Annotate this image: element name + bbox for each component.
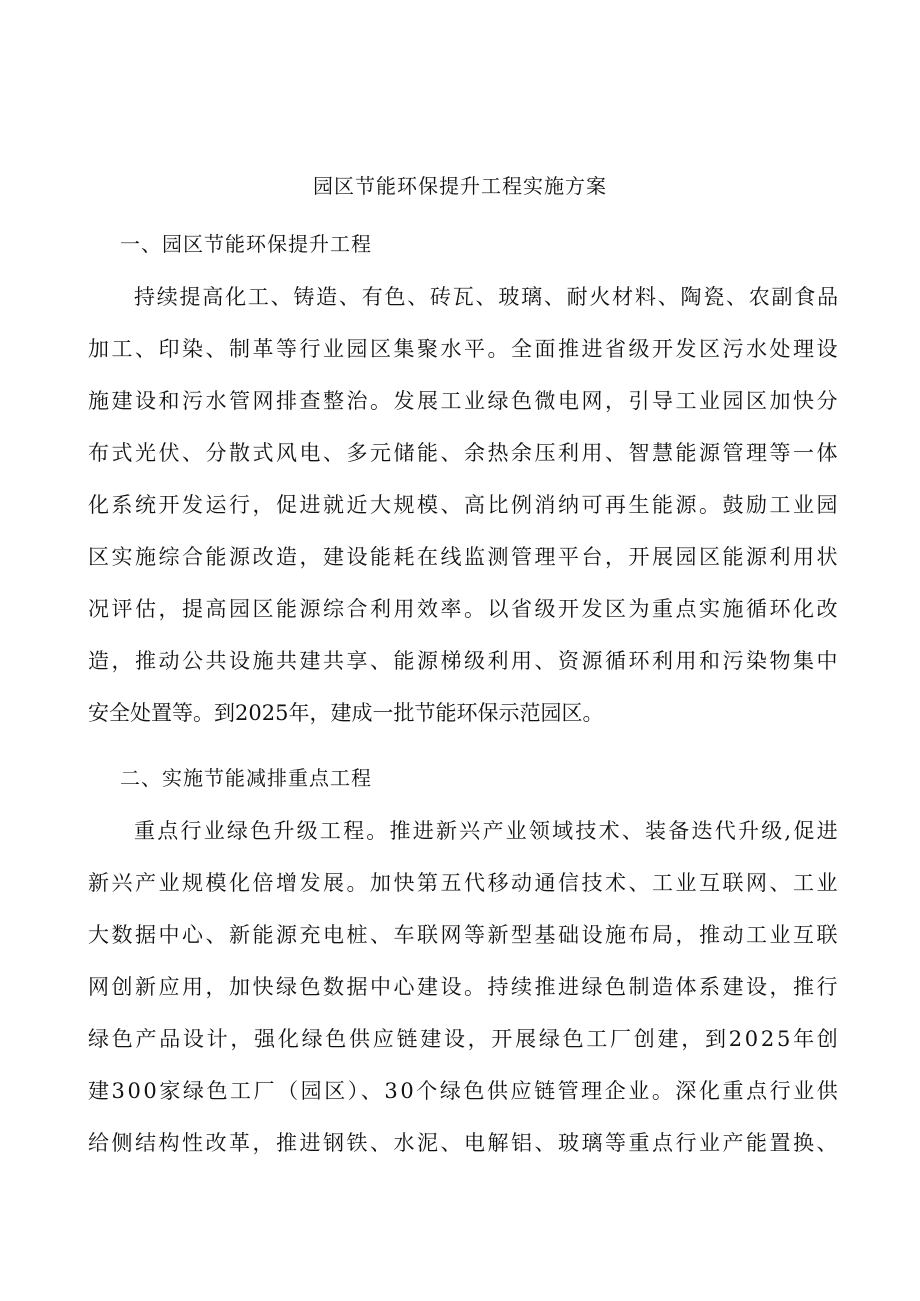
paragraph-line: 区实施综合能源改造，建设能耗在线监测管理平台，开展园区能源利用状 xyxy=(88,545,840,569)
paragraph-line: 给侧结构性改革，推进钢铁、水泥、电解铝、玻璃等重点行业产能置换、 xyxy=(88,1131,840,1155)
paragraph-line: 持续提高化工、铸造、有色、砖瓦、玻璃、耐火材料、陶瓷、农副食品 xyxy=(134,285,840,309)
paragraph-line: 大数据中心、新能源充电桩、车联网等新型基础设施布局，推动工业互联 xyxy=(88,923,840,947)
paragraph-line: 施建设和污水管网排查整治。发展工业绿色微电网，引导工业园区加快分 xyxy=(88,389,840,413)
paragraph-line: 加工、印染、制革等行业园区集聚水平。全面推进省级开发区污水处理设 xyxy=(88,337,840,361)
paragraph-line: 重点行业绿色升级工程。推进新兴产业领域技术、装备迭代升级,促进 xyxy=(134,819,840,843)
paragraph-line: 布式光伏、分散式风电、多元储能、余热余压利用、智慧能源管理等一体 xyxy=(88,441,840,465)
document-title: 园区节能环保提升工程实施方案 xyxy=(313,174,607,198)
paragraph-line: 新兴产业规模化倍增发展。加快第五代移动通信技术、工业互联网、工业 xyxy=(88,871,840,895)
paragraph-line: 绿色产品设计，强化绿色供应链建设，开展绿色工厂创建，到2025年创 xyxy=(88,1027,841,1051)
section-heading-2: 二、实施节能减排重点工程 xyxy=(120,766,372,790)
section-heading-1: 一、园区节能环保提升工程 xyxy=(120,232,372,256)
paragraph-line: 建300家绿色工厂（园区）、30个绿色供应链管理企业。深化重点行业供 xyxy=(88,1079,841,1103)
paragraph-line: 安全处置等。到2025年，建成一批节能环保示范园区。 xyxy=(88,701,604,725)
paragraph-line: 造，推动公共设施共建共享、能源梯级利用、资源循环利用和污染物集中 xyxy=(88,649,840,673)
paragraph-line: 网创新应用，加快绿色数据中心建设。持续推进绿色制造体系建设，推行 xyxy=(88,975,840,999)
paragraph-line: 化系统开发运行，促进就近大规模、高比例消纳可再生能源。鼓励工业园 xyxy=(88,493,840,517)
paragraph-line: 况评估，提高园区能源综合利用效率。以省级开发区为重点实施循环化改 xyxy=(88,597,840,621)
